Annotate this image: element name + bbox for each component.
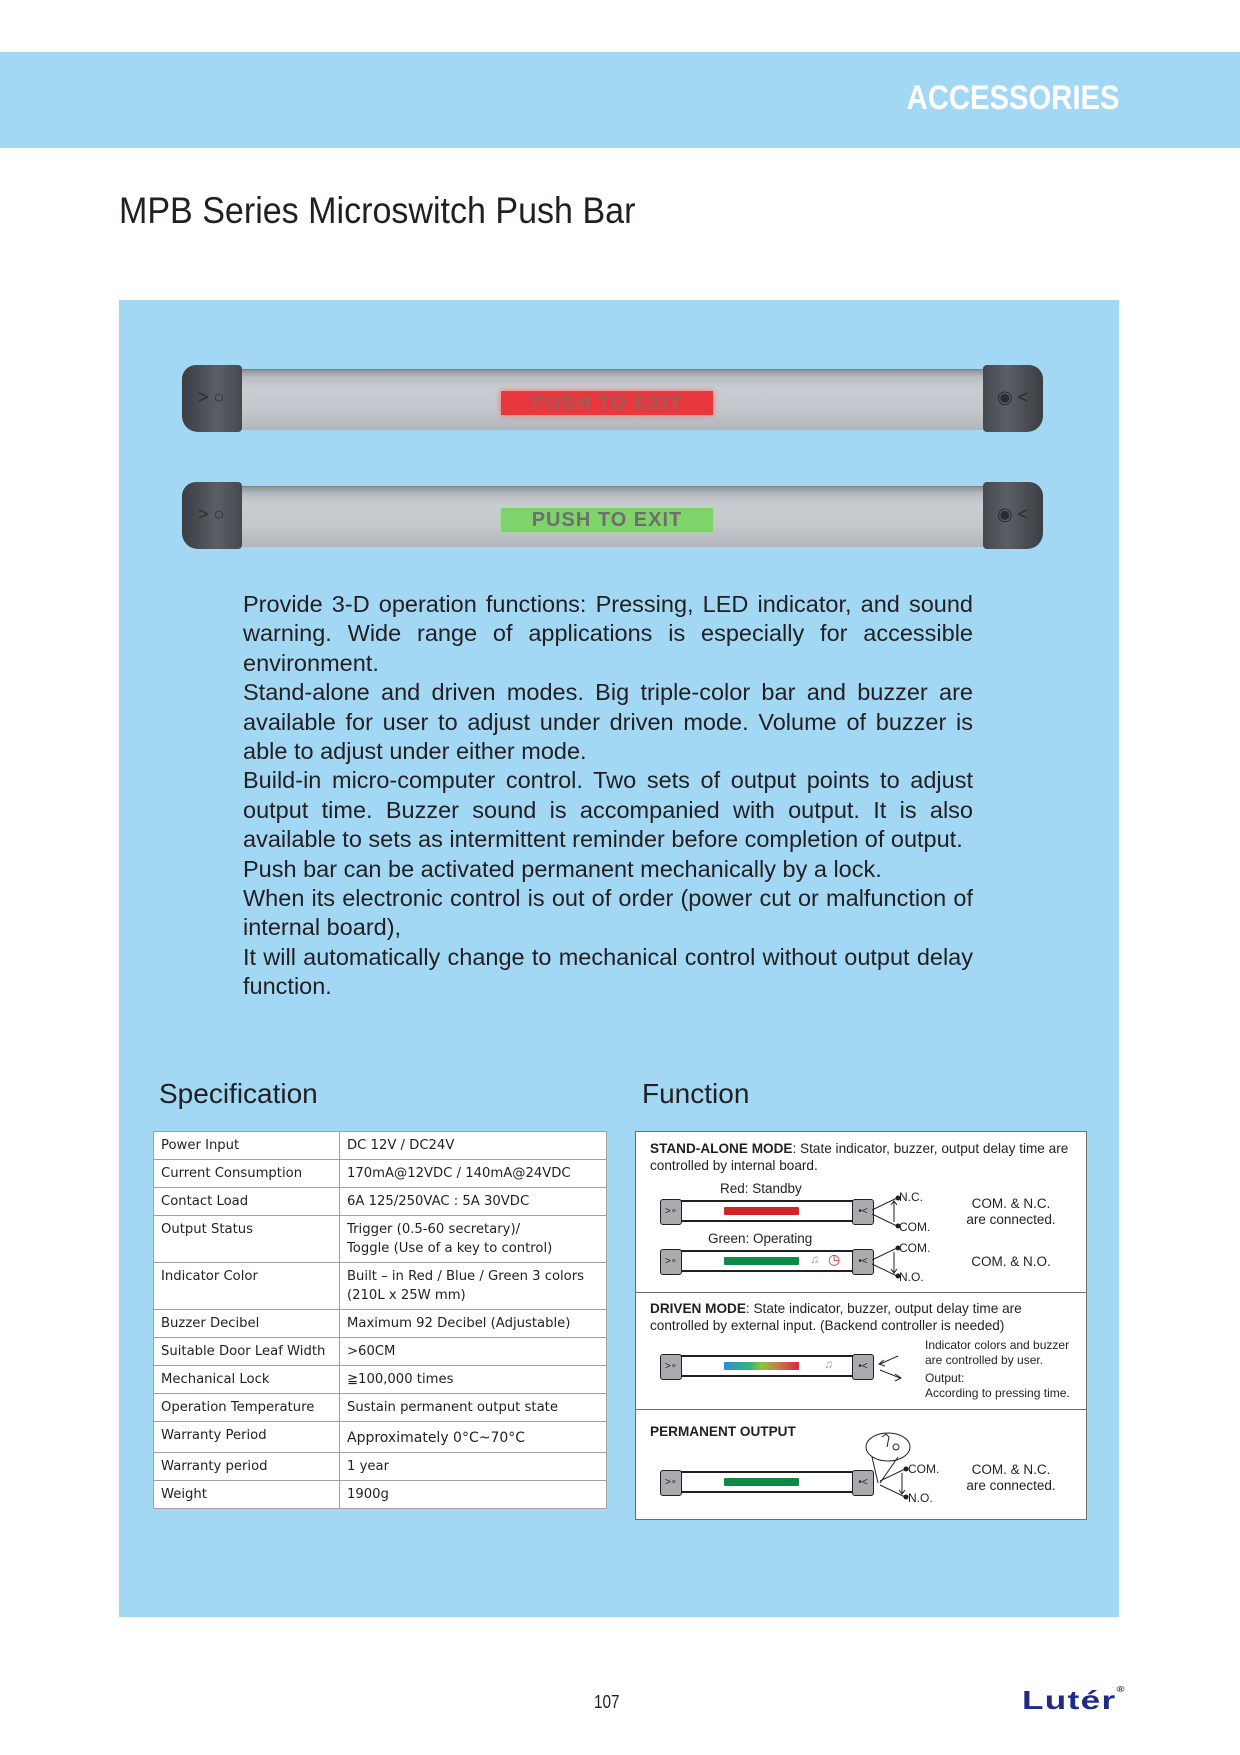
- nc-connected-note-line2: are connected.: [966, 1212, 1056, 1227]
- spec-row: [154, 1188, 607, 1216]
- led-sign: PUSH TO EXIT: [501, 391, 713, 415]
- push-bar-image-green: [182, 482, 1043, 549]
- spec-key: Buzzer Decibel: [154, 1310, 340, 1338]
- bar-end-cap-right: ◉ <: [983, 482, 1043, 549]
- bar-end-cap-left: > ○: [182, 482, 242, 549]
- spec-value: [340, 1160, 607, 1188]
- diagram-bar-permanent: [662, 1471, 872, 1493]
- bar-cap-left: >∘: [660, 1199, 682, 1225]
- diagram-bar-multicolor: [662, 1355, 872, 1377]
- spec-key: Contact Load: [154, 1188, 340, 1216]
- diagram-bar-red: [662, 1200, 872, 1222]
- spec-value: [340, 1366, 607, 1394]
- spec-value-line: DC 12V / DC24V: [347, 1138, 455, 1153]
- spec-row: [154, 1366, 607, 1394]
- spec-row: [154, 1338, 607, 1366]
- function-diagram: [635, 1131, 1087, 1520]
- page-title: MPB Series Microswitch Push Bar: [119, 190, 636, 231]
- permanent-title-text: PERMANENT OUTPUT: [650, 1424, 796, 1439]
- spec-row: [154, 1453, 607, 1481]
- com-label: COM.: [899, 1220, 931, 1234]
- description-paragraph: Stand-alone and driven modes. Big triple-color bar and buzzer are available for user to adjust under driven mode. Volume of buzzer is able to adjust under either mode.: [243, 679, 973, 765]
- spec-row: [154, 1216, 607, 1263]
- stand-alone-mode-section: [636, 1132, 1086, 1293]
- driven-mode-section: [636, 1292, 1086, 1410]
- spec-key: Operation Temperature: [154, 1394, 340, 1422]
- spec-value: [340, 1310, 607, 1338]
- product-panel: [119, 300, 1119, 1617]
- section-title: ACCESSORIES: [906, 79, 1119, 117]
- spec-key: Output Status: [154, 1216, 340, 1263]
- spec-key: Suitable Door Leaf Width: [154, 1338, 340, 1366]
- spec-value-line: Trigger (0.5-60 secretary)/: [347, 1222, 521, 1237]
- no-connected-note: COM. & N.O.: [971, 1254, 1051, 1269]
- driven-note-line2: are controlled by user.: [925, 1353, 1044, 1367]
- red-standby-label: Red: Standby: [720, 1181, 802, 1196]
- registered-mark: ®: [1116, 1685, 1126, 1694]
- permanent-note-line1: COM. & N.C.: [971, 1462, 1051, 1477]
- diagram-bar-green: [662, 1250, 872, 1272]
- spec-key: Indicator Color: [154, 1263, 340, 1310]
- multicolor-indicator: [724, 1362, 799, 1370]
- push-bar-image-red: [182, 365, 1043, 432]
- spec-key: Warranty period: [154, 1453, 340, 1481]
- spec-value-line: 6A 125/250VAC : 5A 30VDC: [347, 1194, 530, 1209]
- stand-alone-description: [650, 1140, 1080, 1174]
- buzzer-icon: ♫: [810, 1252, 819, 1266]
- green-operating-label: Green: Operating: [708, 1231, 813, 1246]
- permanent-output-section: [636, 1409, 1086, 1519]
- bar-end-cap-left: > ○: [182, 365, 242, 432]
- spec-value-line: ≧100,000 times: [347, 1372, 454, 1387]
- permanent-title: [650, 1423, 796, 1440]
- spec-value: [340, 1263, 607, 1310]
- spec-value-line: Sustain permanent output state: [347, 1400, 558, 1415]
- spec-value: [340, 1216, 607, 1263]
- timer-icon: ◷: [828, 1251, 841, 1267]
- spec-value-line: 170mA@12VDC / 140mA@24VDC: [347, 1166, 571, 1181]
- spec-value: [340, 1132, 607, 1160]
- description-paragraph: Push bar can be activated permanent mechanically by a lock.: [243, 855, 882, 882]
- specification-heading: Specification: [159, 1078, 318, 1109]
- spec-key: Mechanical Lock: [154, 1366, 340, 1394]
- spec-key: Weight: [154, 1481, 340, 1509]
- no-label: N.O.: [908, 1491, 933, 1505]
- stand-alone-text: : State indicator, buzzer, output delay time are controlled by internal board.: [650, 1141, 1069, 1173]
- bar-cap-left: >∘: [660, 1249, 682, 1275]
- spec-row: [154, 1263, 607, 1310]
- description-paragraph: When its electronic control is out of order (power cut or malfunction of internal board),: [243, 885, 973, 941]
- green-indicator: [724, 1478, 799, 1486]
- spec-value-line: Toggle (Use of a key to control): [347, 1241, 553, 1256]
- driven-title: DRIVEN MODE: [650, 1301, 746, 1316]
- red-indicator: [724, 1207, 799, 1215]
- specification-table: [153, 1131, 607, 1509]
- description-paragraph: Build-in micro-computer control. Two sets of output points to adjust output time. Buzzer sound is accompanied with output. It is also available to sets as intermittent reminder before completion of output.: [243, 767, 973, 853]
- spec-value-line: Approximately 0°C~70°C: [347, 1430, 526, 1446]
- spec-value-line: 1 year: [347, 1459, 390, 1474]
- stand-alone-title: STAND-ALONE MODE: [650, 1141, 793, 1156]
- spec-value-line: Maximum 92 Decibel (Adjustable): [347, 1316, 571, 1331]
- function-heading: Function: [642, 1078, 750, 1109]
- spec-key: Warranty Period: [154, 1422, 340, 1453]
- spec-value: [340, 1394, 607, 1422]
- bar-cap-right: •<: [852, 1199, 874, 1225]
- no-label: N.O.: [899, 1270, 924, 1284]
- description-paragraph: Provide 3-D operation functions: Pressing, LED indicator, and sound warning. Wide range of applications is especially for accessible environment.: [243, 591, 973, 676]
- bar-cap-right: •<: [852, 1354, 874, 1380]
- spec-row: [154, 1160, 607, 1188]
- spec-row: [154, 1132, 607, 1160]
- com-label: COM.: [899, 1241, 931, 1255]
- driven-text: : State indicator, buzzer, output delay time are controlled by external input. (Backend controller is needed): [650, 1301, 1022, 1333]
- spec-value: [340, 1422, 607, 1453]
- spec-value: [340, 1338, 607, 1366]
- spec-row: [154, 1310, 607, 1338]
- spec-key: Current Consumption: [154, 1160, 340, 1188]
- spec-value: [340, 1481, 607, 1509]
- brand-name: Lutér: [1022, 1685, 1117, 1715]
- description-paragraph: It will automatically change to mechanical control without output delay function.: [243, 943, 973, 1000]
- bar-cap-left: >∘: [660, 1354, 682, 1380]
- spec-value-line: >60CM: [347, 1344, 396, 1359]
- section-banner: [0, 52, 1240, 148]
- bar-cap-left: >∘: [660, 1470, 682, 1496]
- nc-connected-note-line1: COM. & N.C.: [971, 1196, 1051, 1211]
- driven-note-line3: Output:: [925, 1371, 965, 1385]
- driven-note-line1: Indicator colors and buzzer: [925, 1338, 1070, 1352]
- spec-key: Power Input: [154, 1132, 340, 1160]
- green-indicator: [724, 1257, 799, 1265]
- led-sign: PUSH TO EXIT: [501, 508, 713, 532]
- nc-label: N.C.: [899, 1190, 923, 1204]
- buzzer-icon: ♫: [824, 1357, 833, 1371]
- brand-logo: [1022, 1685, 1126, 1716]
- spec-row: [154, 1394, 607, 1422]
- spec-value: [340, 1188, 607, 1216]
- product-description: [243, 590, 973, 1002]
- driven-note-line4: According to pressing time.: [925, 1386, 1070, 1400]
- permanent-note-line2: are connected.: [966, 1478, 1056, 1493]
- control-arrows-icon: [876, 1352, 906, 1384]
- spec-value: [340, 1453, 607, 1481]
- bar-cap-right: •<: [852, 1249, 874, 1275]
- spec-row: [154, 1481, 607, 1509]
- spec-value-line: (210L x 25W mm): [347, 1288, 466, 1303]
- spec-value-line: 1900g: [347, 1487, 389, 1502]
- bar-end-cap-right: ◉ <: [983, 365, 1043, 432]
- bar-cap-right: •<: [852, 1470, 874, 1496]
- spec-row: [154, 1422, 607, 1453]
- page-number: 107: [594, 1692, 620, 1712]
- driven-description: [650, 1300, 1070, 1334]
- com-label: COM.: [908, 1462, 940, 1476]
- spec-value-line: Built – in Red / Blue / Green 3 colors: [347, 1269, 585, 1284]
